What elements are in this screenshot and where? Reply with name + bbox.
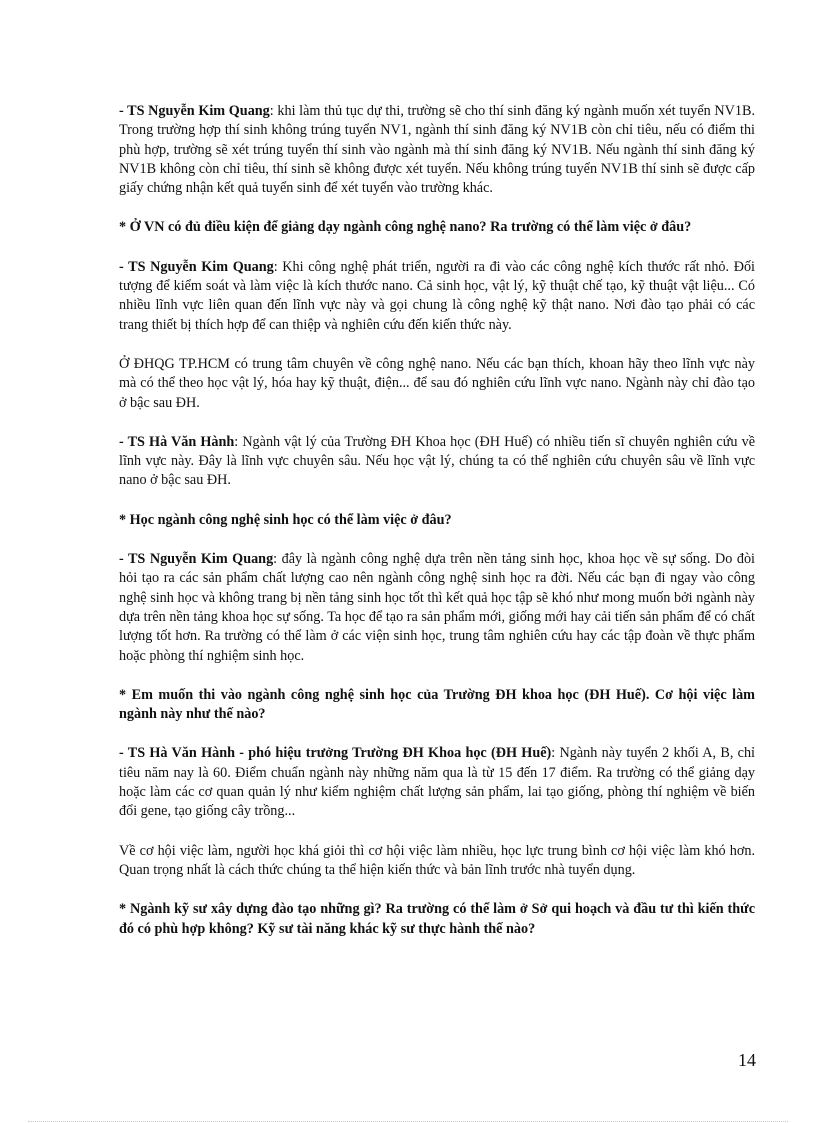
body-paragraph: Ở ĐHQG TP.HCM có trung tâm chuyên về công nghệ nano. Nếu các bạn thích, khoan hãy theo lĩnh vực này mà có thể theo học vật lý, hóa hay kỹ thuật, điện... để sau đó nghiên cứu lĩnh vực nano. Ngành này chỉ đào tạo ở bậc sau ĐH. bbox=[119, 355, 755, 411]
question-paragraph: * Học ngành công nghệ sinh học có thể làm việc ở đâu? bbox=[119, 511, 452, 528]
speaker-name: - TS Nguyễn Kim Quang bbox=[119, 551, 274, 568]
question-paragraph: * Em muốn thi vào ngành công nghệ sinh học của Trường ĐH khoa học (ĐH Huế). Cơ hội việc làm ngành này như thế nào? bbox=[119, 686, 755, 723]
answer-text: : Khi công nghệ phát triển, người ra đi vào các công nghệ kích thước rất nhỏ. Đối tượng để kiểm soát và làm việc là kích thước nano. Cả sinh học, vật lý, kỹ thuật chế tạo, kỹ thuật vật liệu... Có nhiều lĩnh vực liên quan đến lĩnh vực này và gọi chung là công nghệ kỹ thật nano. Nơi đào tạo phải có các trang thiết bị thích hợp để can thiệp và nghiên cứu đến kiến thức này. bbox=[119, 258, 755, 333]
answer-paragraph bbox=[119, 102, 755, 198]
answer-paragraph bbox=[119, 258, 755, 335]
answer-text: : Ngành vật lý của Trường ĐH Khoa học (ĐH Huế) có nhiều tiến sĩ chuyên nghiên cứu về lĩnh vực này. Đây là lĩnh vực chuyên sâu. Nếu học vật lý, chúng ta có thể nghiên cứu chuyên sâu về lĩnh vực nano ở bậc sau ĐH. bbox=[119, 433, 755, 489]
body-paragraph: Về cơ hội việc làm, người học khá giỏi thì cơ hội việc làm nhiều, học lực trung bình cơ hội việc làm khó hơn. Quan trọng nhất là cách thức chúng ta thể hiện kiến thức và bản lĩnh trước nhà tuyển dụng. bbox=[119, 842, 755, 878]
page-bottom-divider bbox=[28, 1121, 788, 1122]
speaker-name: - TS Hà Văn Hành bbox=[119, 433, 235, 450]
answer-text: : khi làm thủ tục dự thi, trường sẽ cho thí sinh đăng ký ngành muốn xét tuyển NV1B. Trong trường hợp thí sinh không trúng tuyển NV1, ngành thí sinh đăng ký NV1B còn chỉ tiêu, nếu có điểm thi phù hợp, trường sẽ xét trúng tuyển thí sinh vào ngành mà thí sinh đăng ký NV1B. Nếu ngành thí sinh đăng ký NV1B không còn chỉ tiêu, thí sinh sẽ không được xét tuyển. Nếu không trúng tuyển NV1B thí sinh sẽ được cấp giấy chứng nhận kết quả tuyển sinh để xét tuyển vào trường khác. bbox=[119, 103, 755, 197]
answer-paragraph bbox=[119, 433, 755, 491]
speaker-name: - TS Nguyễn Kim Quang bbox=[119, 103, 270, 119]
page-number: 14 bbox=[738, 1050, 756, 1070]
speaker-name: - TS Hà Văn Hành - phó hiệu trưởng Trường ĐH Khoa học (ĐH Huế) bbox=[119, 745, 552, 762]
speaker-name: - TS Nguyễn Kim Quang bbox=[119, 258, 274, 275]
document-body bbox=[119, 102, 755, 959]
answer-paragraph bbox=[119, 550, 755, 666]
answer-paragraph bbox=[119, 744, 755, 821]
answer-text: : Ngành này tuyển 2 khối A, B, chỉ tiêu năm nay là 60. Điểm chuẩn ngành này những năm qua là từ 15 đến 17 điểm. Ra trường có thể giảng dạy hoặc làm các cơ quan quản lý như kiểm nghiệm chất lượng sản phẩm, lai tạo giống, phòng thí nghiệm về biến đổi gene, tạo giống cây trồng... bbox=[119, 745, 755, 820]
question-paragraph: * Ở VN có đủ điều kiện để giảng dạy ngành công nghệ nano? Ra trường có thể làm việc ở đâu? bbox=[119, 219, 692, 236]
question-paragraph: * Ngành kỹ sư xây dựng đào tạo những gì? Ra trường có thể làm ở Sở qui hoạch và đầu tư thì kiến thức đó có phù hợp không? Kỹ sư tài năng khác kỹ sư thực hành thế nào? bbox=[119, 901, 755, 937]
answer-text: : đây là ngành công nghệ dựa trên nền tảng sinh học, khoa học về sự sống. Do đòi hỏi tạo ra các sản phẩm chất lượng cao nên ngành công nghệ sinh học ra đời. Nếu các bạn đi ngay vào công nghệ sinh học và không trang bị nền tảng sinh học tốt thì kết quả học tập sẽ khó như mong muốn bởi ngành này dựa trên nền tảng khoa học sự sống. Ta học để tạo ra sản phẩm mới, giống mới hay cải tiến sản phẩm để có chất lượng tốt hơn. Ra trường có thể làm ở các viện sinh học, trung tâm nghiên cứu hay các tập đoàn về thực phẩm hoặc phòng thí nghiệm sinh học. bbox=[119, 551, 755, 664]
